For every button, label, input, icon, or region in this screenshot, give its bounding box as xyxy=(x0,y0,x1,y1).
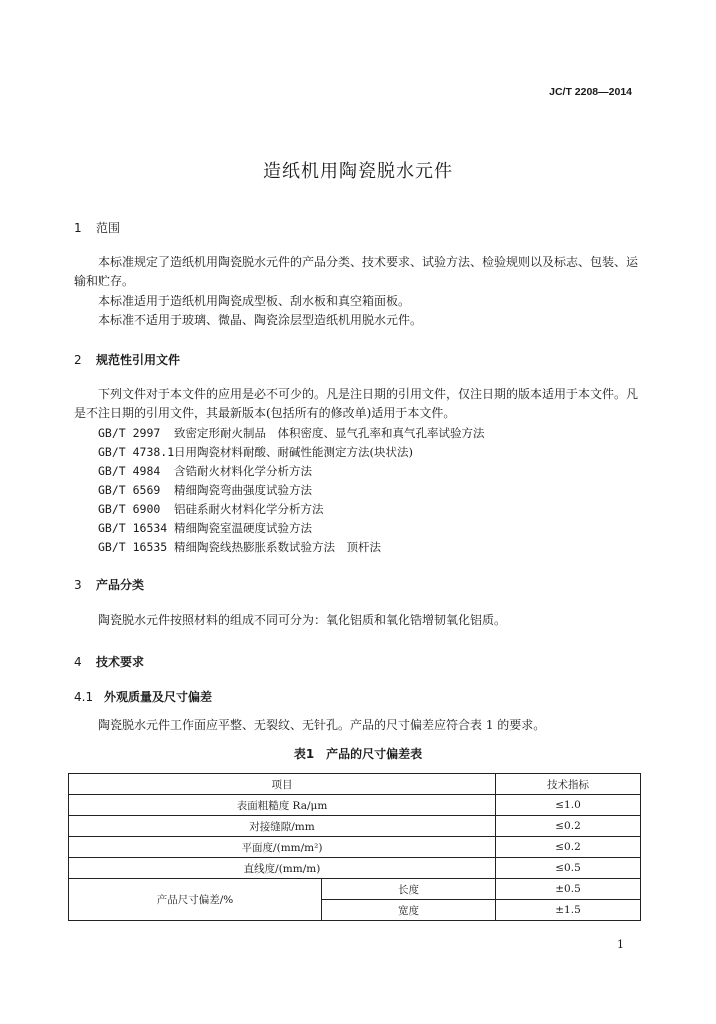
reference-title: 致密定形耐火制品 体积密度、显气孔率和真气孔率试验方法 xyxy=(174,426,485,440)
table-header-item: 项目 xyxy=(69,774,496,795)
section-title: 规范性引用文件 xyxy=(96,353,181,367)
classification-text: 陶瓷脱水元件按照材料的组成不同可分为：氧化铝质和氧化锆增韧氧化铝质。 xyxy=(98,613,507,627)
reference-code: GB/T 6900 xyxy=(98,502,161,516)
section-heading-scope xyxy=(74,219,120,236)
table-row xyxy=(69,858,641,879)
section-title: 技术要求 xyxy=(96,655,145,669)
table-cell-item: 直线度/(mm/m) xyxy=(69,858,496,879)
section-title: 产品分类 xyxy=(96,578,145,592)
section-heading-technical-requirements xyxy=(74,653,144,670)
section-title: 外观质量及尺寸偏差 xyxy=(104,690,213,704)
scope-paragraph-3: 本标准不适用于玻璃、微晶、陶瓷涂层型造纸机用脱水元件。 xyxy=(98,313,423,327)
appearance-text: 陶瓷脱水元件工作面应平整、无裂纹、无针孔。产品的尺寸偏差应符合表 1 的要求。 xyxy=(98,718,546,732)
reference-code: GB/T 16534 xyxy=(98,521,168,535)
reference-item xyxy=(98,539,381,555)
dimension-tolerance-table xyxy=(68,773,641,921)
section-number: 1 xyxy=(74,221,82,235)
reference-title: 日用陶瓷材料耐酸、耐碱性能测定方法(块状法) xyxy=(174,445,413,459)
reference-title: 含锆耐火材料化学分析方法 xyxy=(174,464,312,478)
scope-paragraph-2: 本标准适用于造纸机用陶瓷成型板、刮水板和真空箱面板。 xyxy=(98,294,411,308)
table-cell-spec: ≤0.2 xyxy=(496,837,641,858)
scope-paragraph-1: 本标准规定了造纸机用陶瓷脱水元件的产品分类、技术要求、试验方法、检验规则以及标志、包装、运输和贮存。 xyxy=(74,255,639,288)
table-cell-spec: ±0.5 xyxy=(496,879,641,900)
reference-item xyxy=(98,520,312,536)
reference-title: 精细陶瓷室温硬度试验方法 xyxy=(174,521,312,535)
reference-code: GB/T 2997 xyxy=(98,426,161,440)
section-number: 4 xyxy=(74,655,82,669)
reference-item xyxy=(98,425,485,441)
section-title: 范围 xyxy=(96,221,121,235)
reference-code: GB/T 16535 xyxy=(98,540,168,554)
table-cell-spec: ≤1.0 xyxy=(496,795,641,816)
section-heading-appearance xyxy=(74,688,212,705)
reference-title: 铝硅系耐火材料化学分析方法 xyxy=(174,502,324,516)
section-number: 4.1 xyxy=(74,690,94,704)
table-cell-item: 平面度/(mm/m²) xyxy=(69,837,496,858)
table-cell-spec: ≤0.5 xyxy=(496,858,641,879)
reference-code: GB/T 4738.1 xyxy=(98,445,175,459)
reference-code: GB/T 4984 xyxy=(98,464,161,478)
reference-item xyxy=(98,463,312,479)
table-caption: 表1 产品的尺寸偏差表 xyxy=(293,747,423,761)
reference-title: 精细陶瓷线热膨胀系数试验方法 顶杆法 xyxy=(174,540,381,554)
table-cell-item: 对接缝隙/mm xyxy=(69,816,496,837)
reference-title: 精细陶瓷弯曲强度试验方法 xyxy=(174,483,312,497)
table-cell-item: 表面粗糙度 Ra/μm xyxy=(69,795,496,816)
table-header-spec: 技术指标 xyxy=(496,774,641,795)
table-cell-spec: ≤0.2 xyxy=(496,816,641,837)
table-cell-subitem: 长度 xyxy=(322,879,496,900)
table-header-row xyxy=(69,774,641,795)
section-heading-references xyxy=(74,351,180,368)
reference-code: GB/T 6569 xyxy=(98,483,161,497)
page-number: 1 xyxy=(617,938,624,951)
table-row xyxy=(69,837,641,858)
section-number: 3 xyxy=(74,578,82,592)
reference-item xyxy=(98,501,324,517)
reference-item xyxy=(98,444,413,460)
table-row xyxy=(69,879,641,900)
standard-code: JC/T 2208—2014 xyxy=(549,86,632,98)
table-cell-spec: ±1.5 xyxy=(496,900,641,921)
references-intro: 下列文件对于本文件的应用是必不可少的。凡是注日期的引用文件，仅注日期的版本适用于本文件。凡是不注日期的引用文件，其最新版本(包括所有的修改单)适用于本文件。 xyxy=(74,387,639,420)
section-number: 2 xyxy=(74,353,82,367)
table-cell-subitem: 宽度 xyxy=(322,900,496,921)
table-group-label: 产品尺寸偏差/% xyxy=(69,879,322,921)
section-heading-classification xyxy=(74,576,144,593)
table-row xyxy=(69,795,641,816)
table-row xyxy=(69,816,641,837)
document-title: 造纸机用陶瓷脱水元件 xyxy=(263,161,453,182)
reference-item xyxy=(98,482,312,498)
